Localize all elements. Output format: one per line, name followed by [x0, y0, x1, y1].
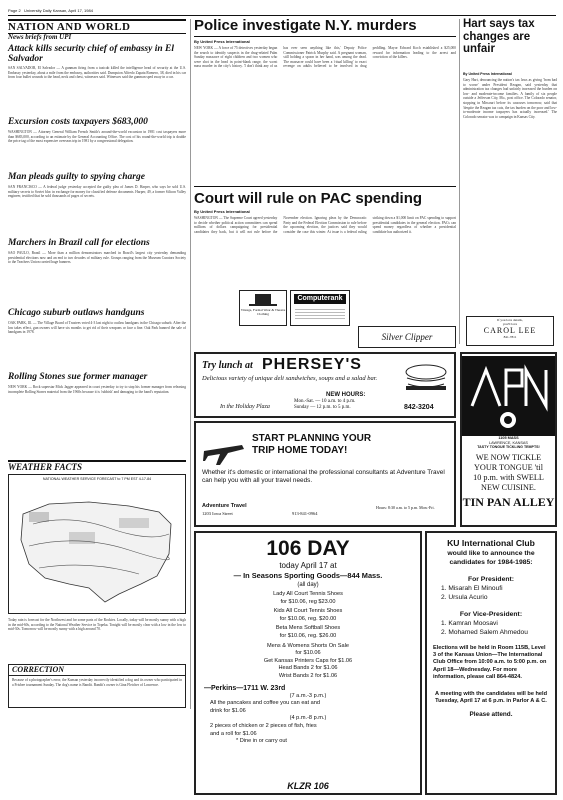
brief-body: SAN SALVADOR, El Salvador — A gunman firing from a taxicab killed the intelligence head of security at the U.S. Embassy yesterday, about a mile from the embassy, authorities said. Dumpsion Alfredo Zapata Romero, 38, died in his car from four bullet wounds to the head, neck and chest, witnesses said. Witnesses said the gunman sped away in a car. — [8, 66, 186, 80]
pherseys-hours1: Mon.-Sat. — 10 a.m. to 4 p.m. — [294, 399, 356, 404]
airplane-icon — [202, 431, 246, 467]
brief-body: OAK PARK, Ill. — The Village Board of Trustees voted 4-3 last night to outlaw handguns in the Chicago suburb. After the law takes effect, gun owners will have six months to get rid of their weapons or face a fine. Oak Park banned the sale of handguns in 1978. — [8, 321, 186, 335]
brief-headline: Attack kills security chief of embassy in El Salvador — [8, 44, 174, 64]
day-item: Wrist Bands 2 for $1.06 — [278, 672, 338, 679]
pherseys-logo: PHERSEY'S — [262, 356, 362, 373]
day-item: Kids All Court Tennis Shoes — [273, 608, 343, 615]
day-item: Head Bands 2 for $1.06 — [278, 665, 338, 672]
section-header — [8, 19, 186, 34]
travel-body: Whether it's domestic or international the professional consultants at Adventure Travel can help you with all your travel needs. — [202, 469, 445, 484]
day-pancakes1: All the pancakes and coffee you can eat and — [210, 700, 320, 707]
day-sub: — In Seasons Sporting Goods—844 Mass. — [233, 571, 383, 580]
day-station-logo: KLZR 106 — [287, 781, 329, 791]
ku-title: KU International Club — [447, 538, 535, 548]
correction-text: Because of a photographer's error, the Kansan yesterday incorrectly identified a dog and its owner who participated in a Frisbee tournament Sunday. The dog's name is Bandit. Bandit's owner is Gina Fletcher of Lawrence. — [12, 678, 182, 687]
ku-meeting-info: A meeting with the candidates will be held Tuesday, April 17 at 6 p.m. in Parlor A & C. — [435, 691, 547, 705]
travel-phone: 913-841-0964 — [292, 511, 318, 516]
vintage-ad-text: Vintage, Formal Wear & Theatre Clothing — [240, 308, 286, 316]
day-item: Get Kansas Printers Caps for $1.06 — [263, 657, 353, 664]
weather-map — [8, 474, 186, 614]
pherseys-tagline: Delicious variety of unique deli sandwiches, soups and a salad bar. — [202, 375, 378, 382]
day-footer-note: * Dine in or carry out — [236, 738, 287, 745]
section-subtitle: News briefs from UPI — [8, 33, 72, 41]
weather-map-title: NATIONAL WEATHER SERVICE FORECAST to 7 PM EST 4-17-84 — [42, 477, 152, 481]
pherseys-hours2: Sunday — 12 p.m. to 5 p.m. — [294, 405, 351, 410]
hart-byline: By United Press International — [463, 72, 512, 76]
carol-lee-ad — [466, 316, 554, 346]
ku-sub2: candidates for 1984-1985: — [449, 558, 533, 566]
pherseys-phone: 842-3204 — [404, 404, 434, 411]
ku-international-club-ad — [425, 531, 557, 795]
tin-pan-alley-logo-icon — [462, 356, 555, 436]
carol-phone: 841-7811 — [503, 335, 517, 339]
police-body: NEW YORK — A force of 75 detectives yesterday began the search to identify suspects in the drug-related Palm Sunday massacre of eight children and two women who were shot in the head in point-blank range, the worst mass murder in the city's history. 'I don't think any of us has ever seen anything like this,' Deputy Police Commissioner Patrick Murphy said. A pregnant woman, still holding a spoon in her hand, was among the dead. The massacre could have been a 'ritual killing' to exact revenge on adults believed to be involved in drug peddling. Mayor Edward Koch established a $25,000 reward for information leading to the arrest and conviction of the killers. — [194, 46, 456, 69]
ku-sub1: would like to announce the — [447, 550, 535, 557]
day-pm: (4 p.m.-8 p.m.) — [289, 715, 327, 722]
day-allday: (all day) — [297, 582, 319, 588]
travel-address: 1203 Iowa Street — [202, 511, 233, 516]
us-map-icon — [9, 484, 185, 612]
day-pancakes2: drink for $1.06 — [210, 707, 246, 714]
hart-body: Gary Hart, denouncing the nation's tax laws as giving 'from bad to worse' under President Reagan, said yesterday that administration tax changes had unfairly increased the burden on low- and moderate-income families. A family of six people outside a Jefferson City, Mo., post office. The Colorado senator, stopping in Missouri before its caucuses tomorrow, said that 'despite the Reagan tax cuts, the tax burden on the poor and low-to-moderate income taxpayers has actually increased.' The Colorado senator was to campaign in Kansas City. — [463, 78, 557, 119]
ku-please-attend: Please attend. — [469, 711, 513, 719]
hart-headline: Hart says tax changes are unfair — [463, 18, 535, 55]
day-chicken2: and a roll for $1.06 — [210, 730, 257, 737]
travel-name: Adventure Travel — [202, 503, 247, 509]
section-title: NATION AND WORLD — [8, 21, 131, 33]
day-item: for $10.06, reg. $26.00 — [279, 632, 337, 639]
brief-headline: Chicago suburb outlaws handguns — [8, 308, 145, 318]
day-title: 106 DAY — [266, 537, 350, 560]
pac-article — [194, 216, 456, 290]
tinpan-line1: WE NOW TICKLE — [475, 452, 542, 462]
day-items-list — [196, 591, 420, 681]
brief-headline: Rolling Stones sue former manager — [8, 372, 148, 382]
pherseys-location: In the Holiday Plaza — [220, 404, 270, 410]
vintage-ad — [239, 290, 287, 326]
correction-box — [8, 664, 186, 708]
carol-line2: you'll love — [502, 322, 518, 326]
carol-name: CAROL LEE — [483, 326, 537, 335]
brief-body: NEW YORK — Rock superstar Mick Jagger appeared in court yesterday to try to stop his former manager from releasing incomplete Rolling Stones material from the 1960s because it is 'rubbish' and damaging to the band's reputation. — [8, 385, 186, 394]
silver-clipper-ad — [358, 326, 456, 348]
tinpan-line3: 10 p.m. with SWELL — [473, 472, 544, 482]
paper-dateline: University Daily Kansan, April 17, 1984 — [24, 8, 93, 13]
day-item: for $10.06 — [295, 650, 321, 657]
brief-body: WASHINGTON — Attorney General William French Smith's around-the-world excursion in 1981 cost taxpayers more than $683,000, according to an estimate by the General Accounting Office. The cost of his round-the-world trip is double the price tag of the most expensive overseas trip in 1981 by a congressional delegation. — [8, 130, 186, 144]
brief-headline: Excursion costs taxpayers $683,000 — [8, 117, 148, 127]
pac-byline: By United Press International — [194, 209, 250, 214]
day-date: today April 17 at — [279, 561, 337, 570]
correction-title: CORRECTION — [9, 665, 185, 676]
police-article — [194, 46, 456, 180]
weather-title: WEATHER FACTS — [8, 462, 82, 472]
brief-body: SAN FRANCISCO — A federal judge yesterday accepted the guilty plea of James D. Harper, who says he sold U.S. military secrets to Soviet bloc in exchange for money for classified defense documents. Harper, 49, a former Silicon Valley engineer, testified that he sold thousands of pages of secrets. — [8, 185, 186, 199]
day-item: Mens & Womens Shorts On Sale — [267, 642, 349, 649]
computerank-logo: Computerank — [294, 294, 346, 304]
ku-president-1: 1. Misarah El Minoufi — [441, 585, 503, 592]
day-perkins-time: (7 a.m.-3 p.m.) — [289, 692, 327, 699]
tinpan-line2: YOUR TONGUE 'til — [474, 462, 543, 472]
police-byline: By United Press International — [194, 39, 250, 44]
adventure-travel-ad — [194, 421, 456, 527]
top-hat-icon — [240, 292, 286, 308]
pherseys-try: Try lunch at — [202, 360, 253, 371]
pherseys-ad — [194, 352, 456, 418]
106-day-ad — [194, 531, 422, 795]
computerank-ad — [290, 290, 350, 326]
brief-headline: Man pleads guilty to spying charge — [8, 172, 145, 182]
carol-line1: If you love details, — [497, 318, 523, 322]
tinpan-address2: LAWRENCE, KANSAS — [489, 440, 528, 445]
day-item: for $10.06, reg. $20.00 — [279, 615, 337, 622]
weather-header — [8, 460, 186, 473]
tin-pan-alley-ad — [460, 352, 557, 527]
day-chicken1: 2 pieces of chicken or 2 pieces of fish, fries — [210, 722, 317, 729]
travel-head2: TRIP HOME TODAY! — [252, 445, 348, 456]
weather-text: Today rain is forecast for the Northwest and for some parts of the Rockies. Locally, today will be mostly sunny with a high in the mid-60s, according to the National Weather Service in Topeka. Tonight will be mostly clear with a low in the low to mid-30s. Tomorrow will be mostly sunny with a high around 70. — [8, 618, 186, 632]
page-number: Page 2 — [8, 8, 21, 13]
police-headline: Police investigate N.Y. murders — [194, 17, 417, 34]
ku-vp-heading: For Vice-President: — [459, 611, 523, 618]
ku-election-info: Elections will be held in Room 115B, Level 3 of the Kansas Union—The International Club Office from 10:00 a.m. to 5:00 p.m. on April 18—Wednesday. For more information, please call 864-4824. — [433, 645, 547, 680]
brief-headline: Marchers in Brazil call for elections — [8, 238, 150, 248]
day-item: for $10.06, reg $23.00 — [280, 598, 336, 605]
sandwich-icon — [402, 360, 450, 396]
masthead — [8, 8, 208, 13]
day-item: Beta Mens Softball Shoes — [275, 625, 341, 632]
pac-headline: Court will rule on PAC spending — [194, 190, 423, 207]
silver-clipper-logo: Silver Clipper — [381, 332, 433, 342]
tinpan-address3: TASTY TONGUE TICKLING TEMPTS! — [477, 445, 540, 450]
ku-president-heading: For President: — [467, 576, 515, 583]
travel-hours: Hours: 8:30 a.m. to 5 p.m. Mon.-Fri. — [376, 505, 435, 510]
pherseys-hours-title: NEW HOURS: — [326, 392, 366, 398]
day-item: Lady All Court Tennis Shoes — [273, 591, 343, 597]
travel-head1: START PLANNING YOUR — [252, 433, 372, 444]
tinpan-name: TIN PAN ALLEY — [462, 494, 555, 509]
ku-vp-2: 2. Mohamed Salem Ahmedou — [441, 629, 528, 636]
pac-body: WASHINGTON — The Supreme Court agreed yesterday to decide whether political action committees can spend millions of dollars campaigning for presidential candidates they back, but it will not rule before the November election. Ignoring pleas by the Democratic Party and the Federal Election Commission to rule before the upcoming election, the justices said they would consider the case this winter. At issue is a federal ruling striking down a $1,000 limit on PAC spending to support presidential candidates in the general election. PACs can spend money regardless of whether a presidential candidate has authorized it. — [194, 216, 456, 234]
tinpan-address1: 1105 MASS — [498, 436, 519, 440]
ku-president-2: 2. Ursula Acurio — [441, 594, 488, 601]
brief-body: SAO PAULO, Brazil — More than a million demonstrators marched in Brazil's largest city yesterday demanding presidential elections now and an end to two decades of military rule. Groups ranging from the Museum Curators Society to the Teachers Union carried huge banners. — [8, 251, 186, 265]
day-perkins: —Perkins—1711 W. 23rd — [204, 684, 286, 692]
ku-vp-1: 1. Kamran Moosavi — [441, 620, 498, 627]
tinpan-line4: NEW CUISINE. — [481, 482, 536, 492]
